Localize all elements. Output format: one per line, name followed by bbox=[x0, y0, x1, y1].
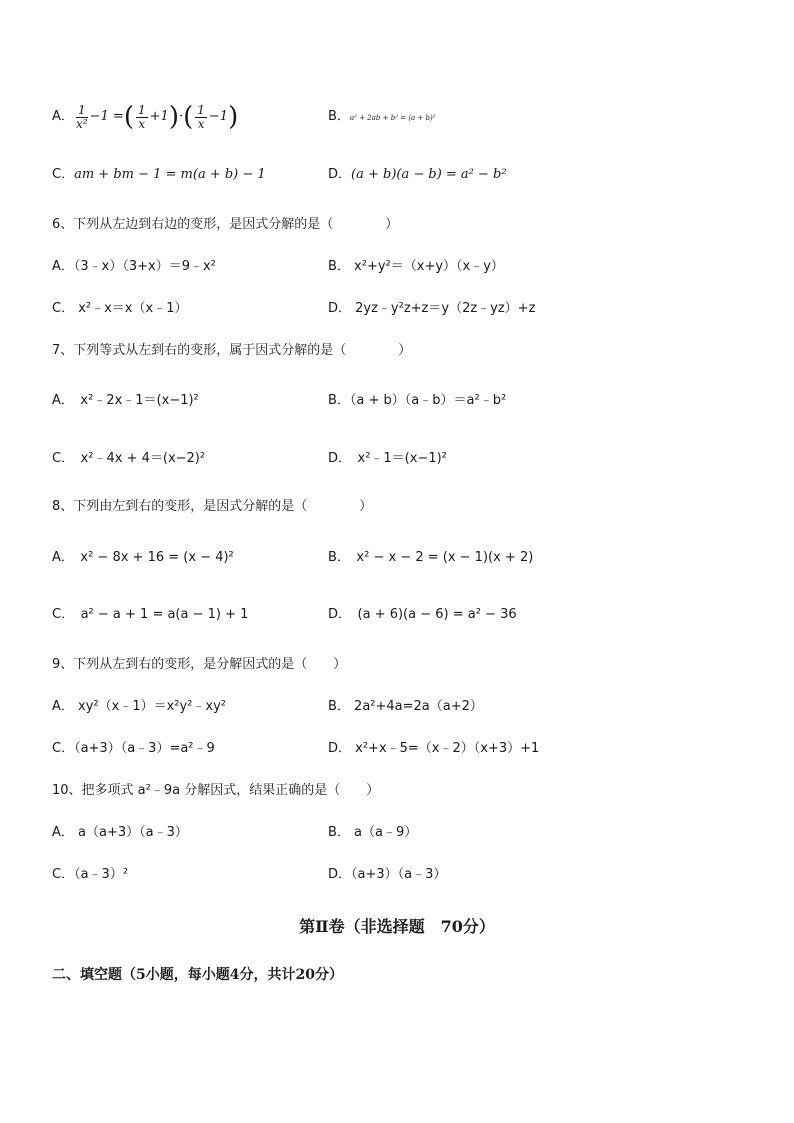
q8-stem: 8、下列由左到右的变形，是因式分解的是（ ） bbox=[52, 499, 373, 514]
q10-option-b: B． a（a﹣9） bbox=[328, 825, 418, 840]
section-title: 第Ⅱ卷（非选择题 70分） bbox=[299, 917, 495, 936]
q9-option-a: A． xy²（x﹣1）＝x²y²﹣xy² bbox=[52, 699, 226, 714]
q8-option-a: A． x² − 8x + 16 = (x − 4)² bbox=[52, 550, 234, 565]
q6-option-a: A．（3﹣x）（3+x）＝9﹣x² bbox=[52, 259, 216, 274]
q10-option-c: C．（a﹣3）² bbox=[52, 867, 129, 882]
q9-option-d: D． x²+x﹣5=（x﹣2）（x+3）+1 bbox=[328, 741, 540, 756]
q8-option-d: D． (a + 6)(a − 6) = a² − 36 bbox=[328, 607, 517, 622]
q7-option-c: C． x²﹣4x + 4＝(x−2)² bbox=[52, 451, 206, 466]
q8-option-b: B． x² − x − 2 = (x − 1)(x + 2) bbox=[328, 550, 534, 565]
q7-stem: 7、下列等式从左到右的变形，属于因式分解的是（ ） bbox=[52, 343, 412, 358]
q6-stem: 6、下列从左边到右边的变形，是因式分解的是（ ） bbox=[52, 217, 399, 232]
q5-option-a: A． $\frac{1}{\text{x²}}$ −1 = ( $\frac{1}{x}$ +1 ) · ( $\frac{1}{x}$ −1 ) bbox=[52, 102, 239, 132]
option-label: D． bbox=[328, 167, 352, 182]
q8-option-c: C． a² − a + 1 = a(a − 1) + 1 bbox=[52, 607, 249, 622]
q7-option-b: B．（a + b）（a﹣b）＝a²﹣b² bbox=[328, 393, 507, 408]
q6-option-d: D． 2yz﹣y²z+z＝y（2z﹣yz）+z bbox=[328, 301, 536, 316]
q10-stem: 10、把多项式 a²﹣9a 分解因式，结果正确的是（ ） bbox=[52, 783, 380, 798]
q10-option-d: D．（a+3）（a﹣3） bbox=[328, 867, 447, 882]
q9-stem: 9、下列从左到右的变形，是分解因式的是（ ） bbox=[52, 657, 347, 672]
fraction: $\frac{1}{\text{x²}}$ bbox=[76, 102, 88, 131]
q7-option-a: A． x²﹣2x﹣1＝(x−1)² bbox=[52, 393, 199, 408]
q5-option-d: D．(a + b)(a − b) = a² − b² bbox=[328, 167, 507, 182]
q7-option-d: D． x²﹣1＝(x−1)² bbox=[328, 451, 447, 466]
q6-option-b: B． x²+y²＝（x+y）（x﹣y） bbox=[328, 259, 504, 274]
fraction: $\frac{1}{x}$ bbox=[197, 102, 205, 131]
q10-option-a: A． a（a+3）（a﹣3） bbox=[52, 825, 188, 840]
q9-option-b: B． 2a²+4a=2a（a+2） bbox=[328, 699, 483, 714]
option-label: B． bbox=[328, 109, 350, 124]
fraction: $\frac{1}{x}$ bbox=[138, 102, 146, 131]
option-label: C． bbox=[52, 167, 75, 182]
q6-option-c: C． x²﹣x＝x（x﹣1） bbox=[52, 301, 188, 316]
q9-option-c: C．（a+3）（a﹣3）=a²﹣9 bbox=[52, 741, 215, 756]
option-label: A． bbox=[52, 109, 74, 124]
section-subtitle: 二、填空题（5小题，每小题4分，共计20分） bbox=[52, 967, 343, 983]
q5-option-c: C．am + bm − 1 = m(a + b) − 1 bbox=[52, 167, 266, 182]
q5-option-b: B．a² + 2ab + b² = (a + b)² bbox=[328, 109, 436, 124]
